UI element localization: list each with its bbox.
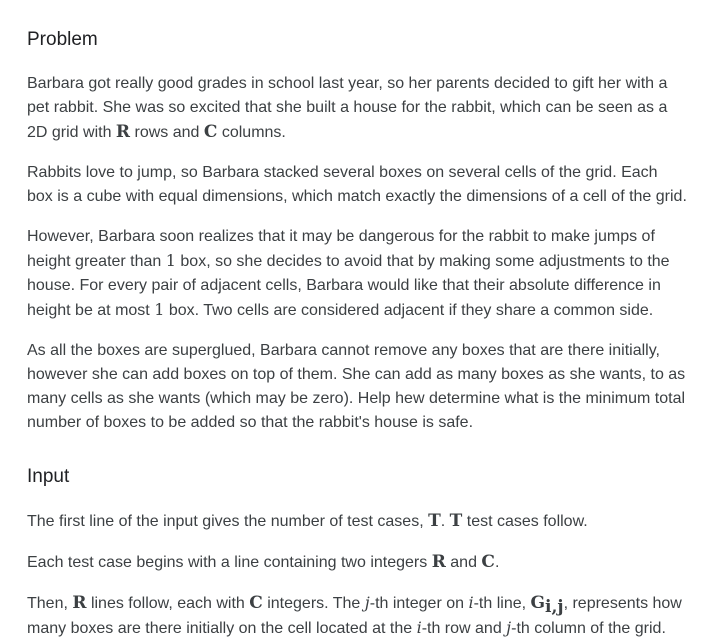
math-var-j: j: [364, 593, 370, 612]
problem-paragraph-3: However, Barbara soon realizes that it may be dangerous for the rabbit to make jumps of height greater than 1 box, so she decides to avoid that by making some adjustments to the house. For every pair of adjacent cells, Barbara would like that their absolute difference in height be at most 1 box. Two cells are considered adjacent if they share a common side.: [27, 228, 670, 319]
input-paragraph-3: Then, R lines follow, each with C integers. The j-th integer on i-th line, $G_{i,j}$, represents how many boxes are there initially on the cell located at the i-th row and j-th column of the grid.: [27, 593, 682, 637]
math-var-c: C: [203, 122, 218, 142]
math-var-r: R: [72, 593, 87, 613]
math-var-r: R: [431, 552, 446, 572]
problem-statement: [27, 26, 687, 641]
math-var-g: G: [530, 593, 546, 613]
input-paragraph-1: The first line of the input gives the number of test cases, T. T test cases follow.: [27, 511, 588, 531]
math-var-i: i: [416, 618, 422, 637]
math-subscript-ij: i,j: [545, 597, 564, 618]
math-var-j: j: [506, 618, 512, 637]
math-var-t: T: [428, 511, 441, 531]
math-number: 1: [165, 251, 176, 270]
math-var-r: R: [115, 122, 131, 142]
problem-heading: Problem: [27, 29, 98, 50]
math-var-c: C: [481, 552, 495, 572]
input-heading: Input: [27, 466, 70, 487]
math-var-t: T: [449, 511, 463, 531]
input-paragraph-2: Each test case begins with a line containing two integers R and C.: [27, 552, 500, 572]
problem-paragraph-4: As all the boxes are superglued, Barbara cannot remove any boxes that are there initially, however she can add boxes on top of them. She can add as many boxes as she wants, to as many cells as she wants (which may be zero). Help hew determine what is the minimum total number of boxes to be added so that the rabbit's house is safe.: [27, 342, 686, 431]
math-var-c: C: [249, 593, 263, 613]
math-number: 1: [154, 300, 165, 319]
math-var-i: i: [468, 593, 474, 612]
problem-paragraph-2: Rabbits love to jump, so Barbara stacked several boxes on several cells of the grid. Each box is a cube with equal dimensions, which match exactly the dimensions of a cell of the grid.: [27, 164, 687, 205]
problem-paragraph-1: Barbara got really good grades in school last year, so her parents decided to gift her with a pet rabbit. She was so excited that she built a house for the rabbit, which can be seen as a 2D grid with R rows and C columns.: [27, 75, 668, 142]
